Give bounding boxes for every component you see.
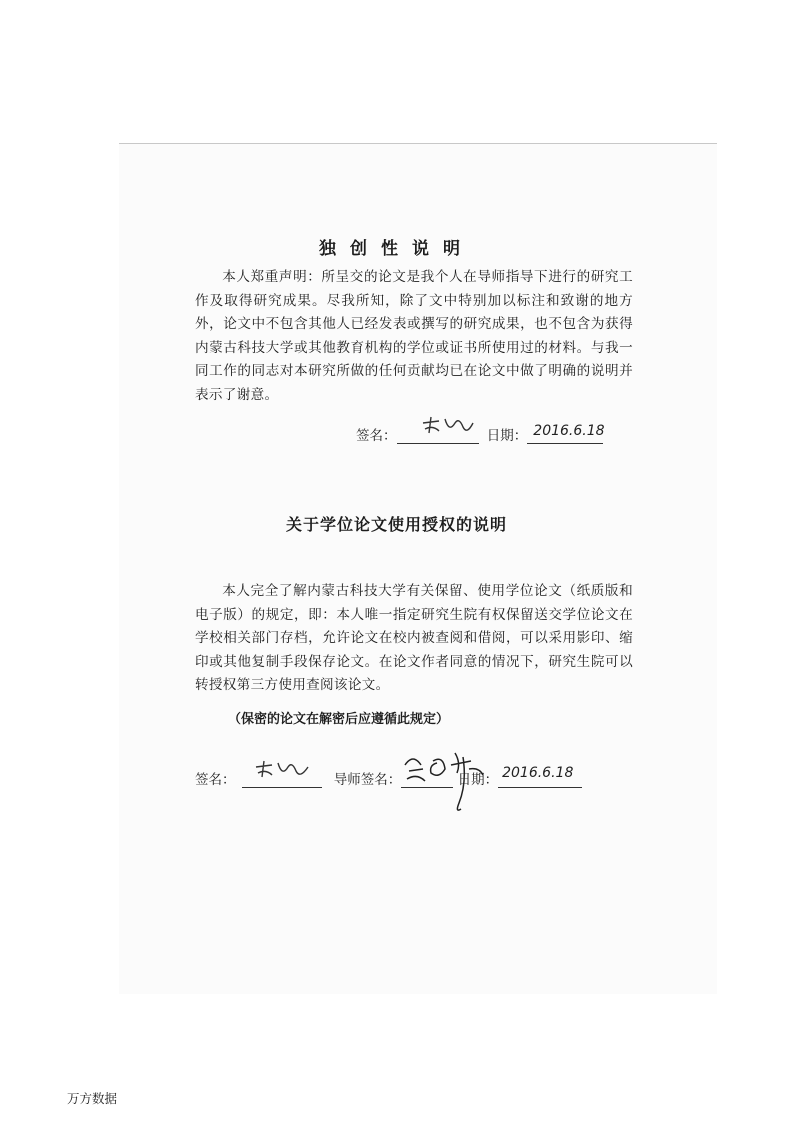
advisor-label: 导师签名：: [333, 772, 402, 788]
authorization-paragraph: 本人完全了解内蒙古科技大学有关保留、使用学位论文（纸质版和电子版）的规定，即：本人唯一指定研究生院有权保留送交学位论文在学校相关部门存档，允许论文在校内被查阅和借阅，可以采用影印、缩印或其他复制手段保存论文。在论文作者同意的情况下，研究生院可以转授权第三方使用查阅该论文。: [195, 583, 633, 693]
signature-label: 签名：: [356, 428, 397, 444]
declaration-title: 独创性说明: [319, 239, 474, 259]
handwritten-date: 2016.6.18: [533, 423, 605, 439]
handwritten-signature: [419, 413, 479, 439]
date-line: [527, 425, 603, 444]
authorization-signature-row: [195, 765, 582, 788]
date-label: 日期：: [457, 772, 499, 788]
footer-watermark: 万方数据: [67, 1091, 118, 1106]
handwritten-signature: [252, 757, 314, 783]
signature-label: 签名：: [195, 772, 236, 788]
date-label: 日期：: [486, 428, 528, 444]
declaration-signature-row: [356, 424, 603, 444]
authorization-body: [195, 580, 633, 698]
authorization-title: 关于学位论文使用授权的说明: [285, 515, 507, 534]
signature-line: [397, 425, 479, 444]
date-line: [498, 765, 582, 788]
handwritten-date: 2016.6.18: [502, 765, 574, 781]
declaration-body: [195, 266, 633, 407]
declaration-paragraph: 本人郑重声明：所呈交的论文是我个人在导师指导下进行的研究工作及取得研究成果。尽我所知，除了文中特别加以标注和致谢的地方外，论文中不包含其他人已经发表或撰写的研究成果，也不包含为获得内蒙古科技大学或其他教育机构的学位或证书所使用过的材料。与我一同工作的同志对本研究所做的任何贡献均已在论文中做了明确的说明并表示了谢意。: [195, 269, 633, 403]
confidential-note: （保密的论文在解密后应遵循此规定）: [228, 712, 450, 727]
advisor-handwritten-signature: [399, 743, 509, 823]
signature-line: [242, 769, 322, 788]
advisor-signature-line: [401, 769, 453, 788]
